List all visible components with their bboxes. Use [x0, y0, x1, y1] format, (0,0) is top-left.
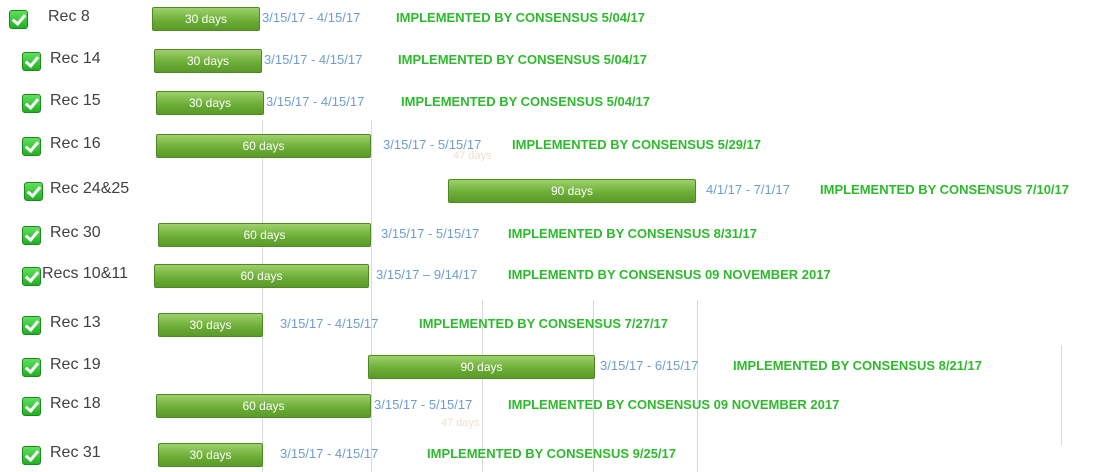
gantt-row [0, 352, 1101, 382]
date-range-label: 4/1/17 - 7/1/17 [706, 182, 790, 197]
gantt-row [0, 391, 1101, 421]
recommendation-label: Rec 19 [50, 356, 101, 373]
date-range-label: 3/15/17 - 4/15/17 [264, 52, 363, 67]
recommendation-label: Rec 14 [50, 50, 101, 67]
recommendation-label: Rec 13 [50, 314, 101, 331]
date-range-label: 3/15/17 – 9/14/17 [376, 267, 478, 282]
status-label: IMPLEMENTED BY CONSENSUS 5/04/17 [396, 10, 645, 25]
recommendation-label: Rec 8 [48, 8, 90, 25]
gantt-bar: 30 days [154, 49, 262, 73]
checkmark-icon [22, 137, 41, 156]
recommendation-label: Rec 24&25 [50, 180, 130, 197]
recommendation-label: Rec 31 [50, 444, 101, 461]
gantt-row [0, 176, 1101, 206]
gantt-bar: 60 days [156, 134, 371, 158]
gantt-row [0, 131, 1101, 161]
checkmark-icon [22, 316, 41, 335]
gantt-row [0, 310, 1101, 340]
gantt-bar: 60 days [154, 264, 369, 288]
gantt-bar: 30 days [152, 7, 260, 31]
date-range-label: 3/15/17 - 5/15/17 [383, 137, 482, 152]
checkmark-icon [22, 358, 41, 377]
status-label: IMPLEMENTED BY CONSENSUS 5/29/17 [512, 137, 761, 152]
checkmark-icon [22, 397, 41, 416]
gantt-row [0, 440, 1101, 470]
gantt-row [0, 4, 1101, 34]
date-range-label: 3/15/17 - 4/15/17 [262, 10, 361, 25]
date-range-label: 3/15/17 - 4/15/17 [280, 446, 379, 461]
recommendation-label: Rec 15 [50, 92, 101, 109]
status-label: IMPLEMENTED BY CONSENSUS 5/04/17 [398, 52, 647, 67]
date-range-label: 3/15/17 - 4/15/17 [266, 94, 365, 109]
status-label: IMPLEMENTED BY CONSENSUS 5/04/17 [401, 94, 650, 109]
recommendation-label: Rec 30 [50, 224, 101, 241]
gantt-bar: 60 days [156, 394, 371, 418]
checkmark-icon [24, 182, 43, 201]
recommendation-label: Rec 16 [50, 135, 101, 152]
status-label: IMPLEMENTED BY CONSENSUS 8/31/17 [508, 226, 757, 241]
gantt-bar: 30 days [156, 91, 264, 115]
gantt-row [0, 261, 1101, 291]
ghost-duration-label: 47 days [453, 150, 492, 162]
gantt-row [0, 88, 1101, 118]
recommendation-label: Recs 10&11 [42, 265, 128, 282]
status-label: IMPLEMENTED BY CONSENSUS 7/27/17 [419, 316, 668, 331]
gantt-bar: 30 days [158, 443, 263, 467]
status-label: IMPLEMENTED BY CONSENSUS 9/25/17 [427, 446, 676, 461]
gantt-row [0, 220, 1101, 250]
gantt-bar: 60 days [158, 223, 371, 247]
recommendation-label: Rec 18 [50, 395, 101, 412]
gantt-bar: 90 days [368, 355, 595, 379]
checkmark-icon [22, 226, 41, 245]
gantt-row [0, 46, 1101, 76]
date-range-label: 3/15/17 - 5/15/17 [374, 397, 473, 412]
status-label: IMPLEMENTED BY CONSENSUS 7/10/17 [820, 182, 1069, 197]
checkmark-icon [22, 52, 41, 71]
status-label: IMPLEMENTED BY CONSENSUS 8/21/17 [733, 358, 982, 373]
gantt-bar: 90 days [448, 179, 696, 203]
gantt-bar: 30 days [158, 313, 263, 337]
checkmark-icon [22, 94, 41, 113]
checkmark-icon [22, 446, 41, 465]
checkmark-icon [9, 10, 28, 29]
checkmark-icon [22, 267, 41, 286]
date-range-label: 3/15/17 - 4/15/17 [280, 316, 379, 331]
date-range-label: 3/15/17 - 5/15/17 [381, 226, 480, 241]
status-label: IMPLEMENTED BY CONSENSUS 09 NOVEMBER 2017 [508, 397, 840, 412]
ghost-duration-label: 47 days [441, 417, 480, 429]
status-label: IMPLEMENTD BY CONSENSUS 09 NOVEMBER 2017 [508, 267, 831, 282]
date-range-label: 3/15/17 - 6/15/17 [600, 358, 699, 373]
